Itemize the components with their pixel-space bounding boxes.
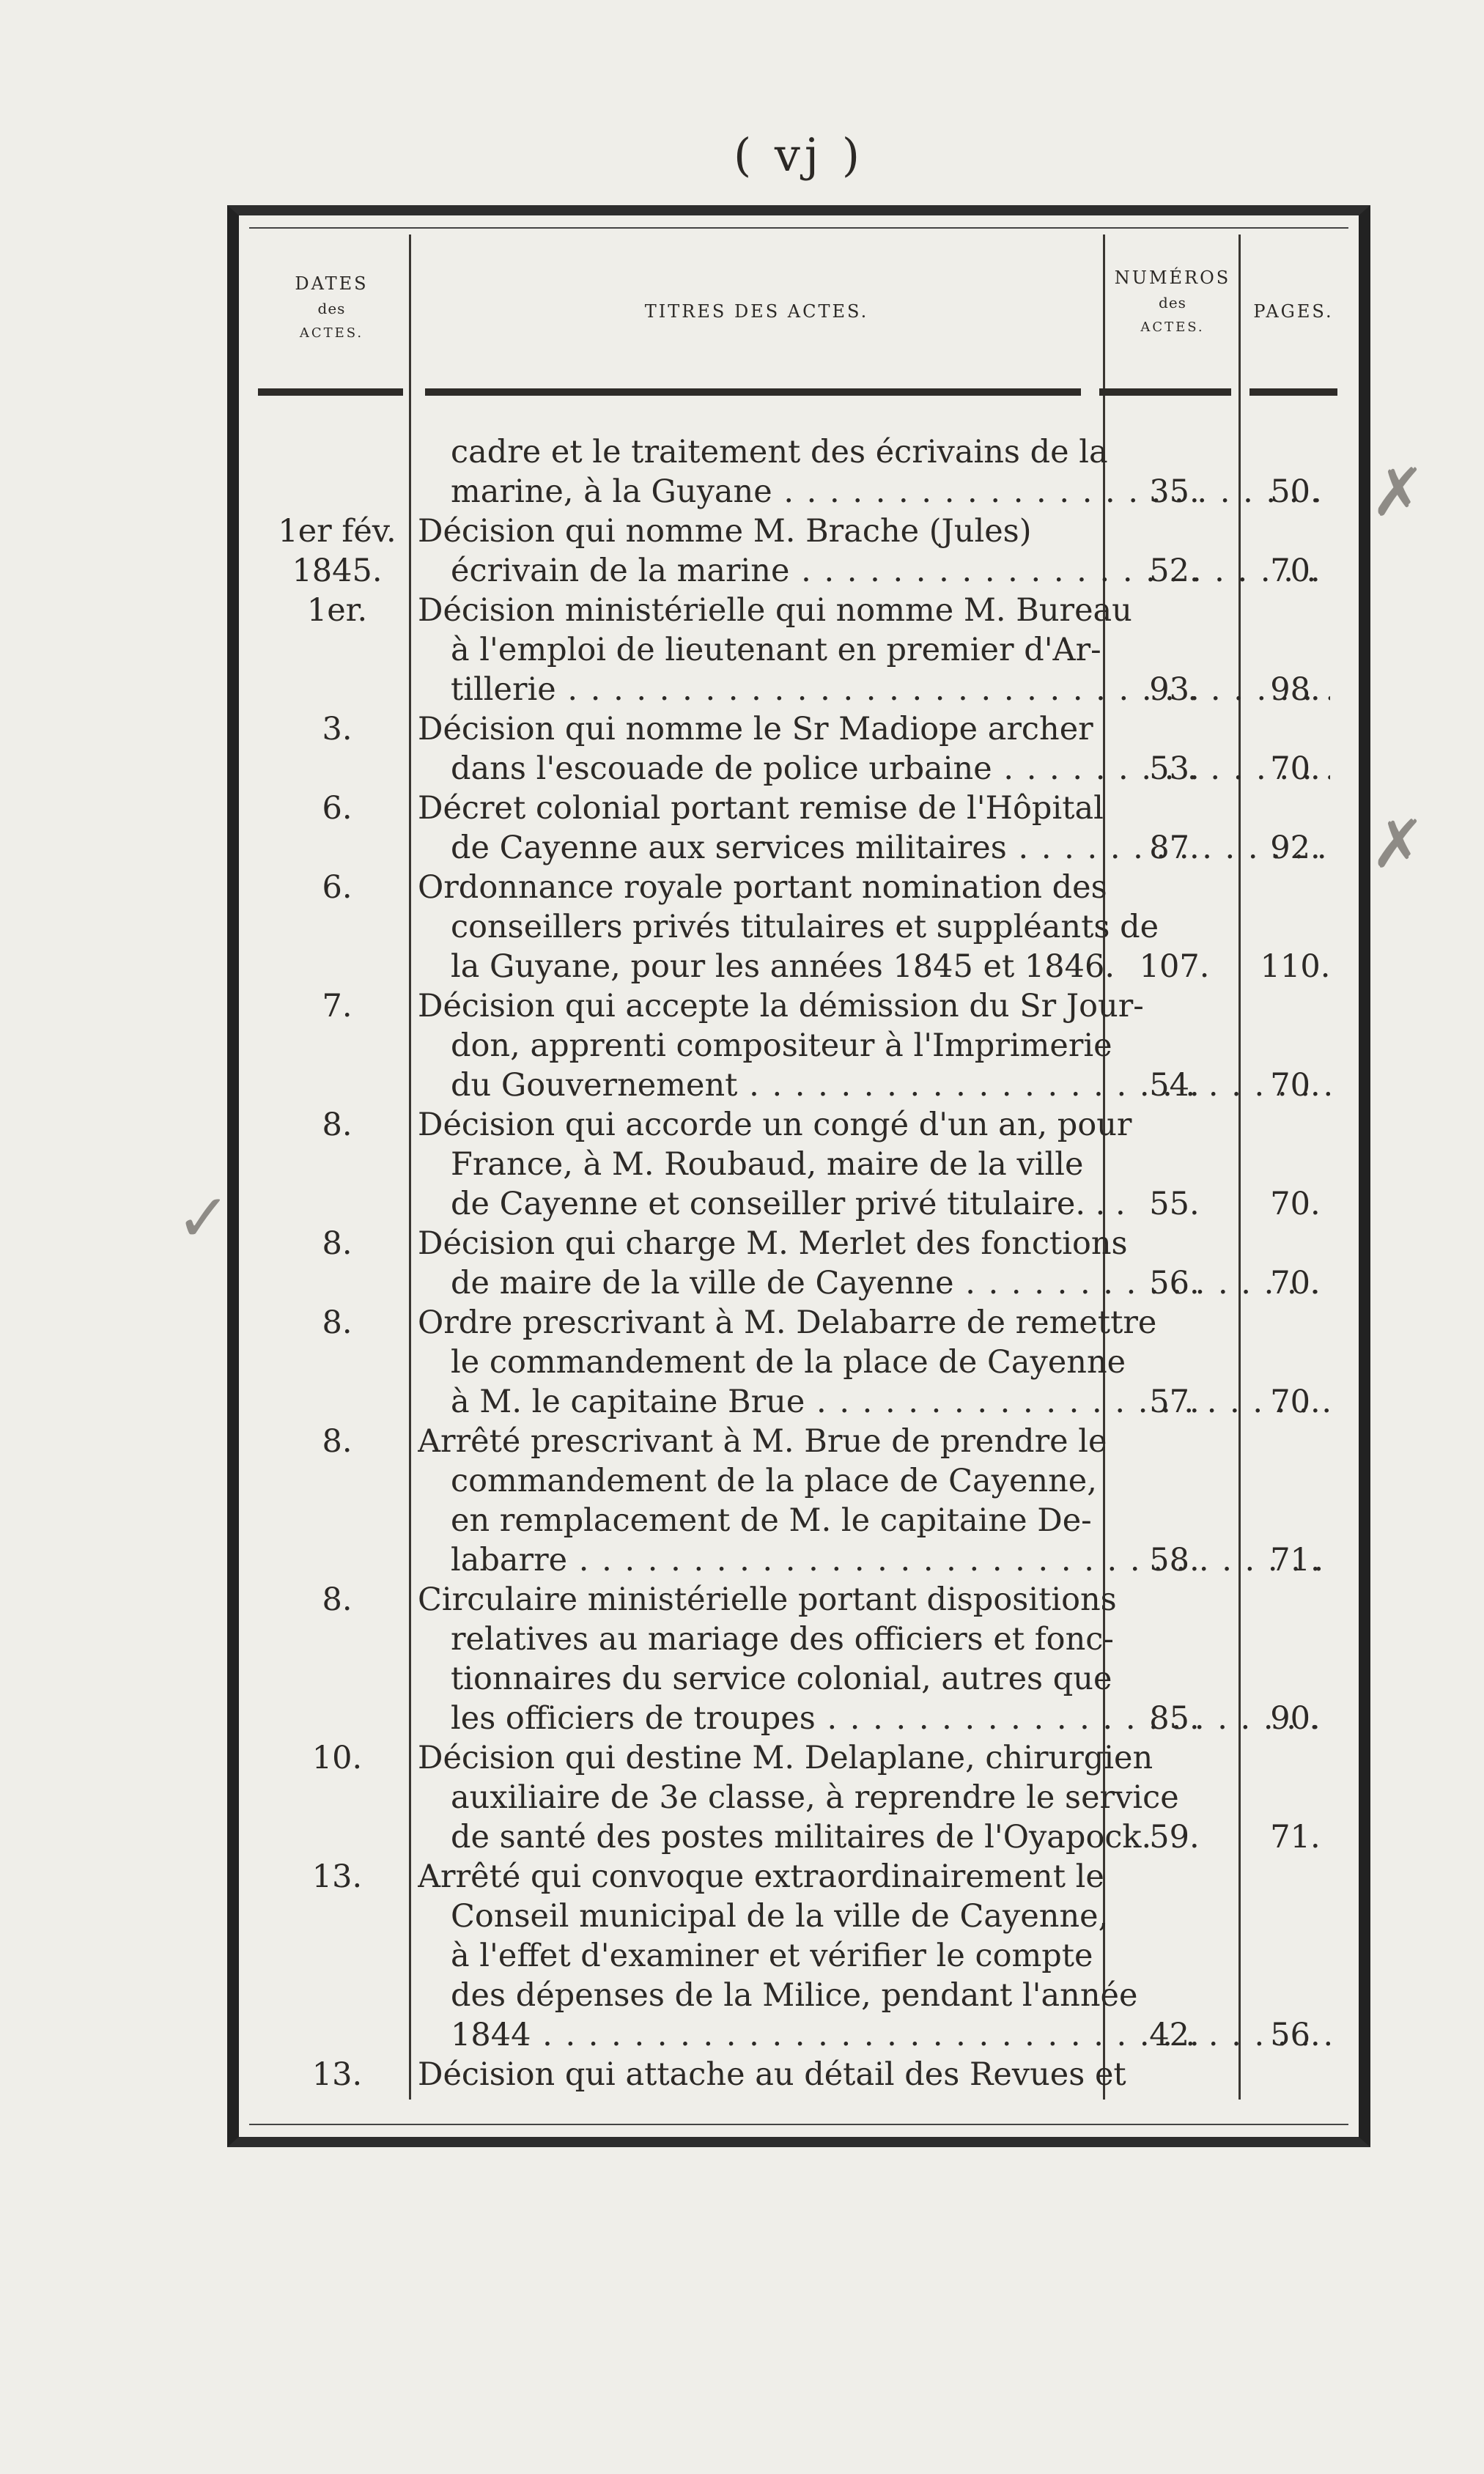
table-row	[249, 789, 1348, 828]
table-row	[249, 1066, 1348, 1105]
table-row	[249, 1976, 1348, 2015]
table-row	[249, 709, 1348, 749]
table-row	[249, 1184, 1348, 1224]
table-row	[249, 907, 1348, 947]
header-numeros	[1107, 265, 1238, 340]
header-dates	[256, 271, 407, 346]
table-row	[249, 1145, 1348, 1184]
header-rule-numeros	[1099, 388, 1231, 396]
act-title: Ordonnance royale portant nomination des	[418, 869, 1107, 906]
act-title: Décision qui destine M. Delaplane, chirurgien	[418, 1740, 1153, 1776]
act-title: 1844 . . .	[418, 2015, 1330, 2055]
act-date: 3.	[322, 711, 352, 747]
act-title: les officiers de troupes . . .	[418, 1699, 1330, 1738]
table-row	[249, 432, 1348, 472]
act-title: tillerie . . .	[418, 670, 1330, 709]
act-title: de maire de la ville de Cayenne . . .	[418, 1263, 1330, 1303]
act-date: 13.	[311, 2056, 363, 2093]
act-date: 10.	[311, 1740, 363, 1776]
act-title: labarre . . .	[418, 1540, 1330, 1580]
act-title: des dépenses de la Milice, pendant l'année	[451, 1977, 1138, 2014]
table-row	[249, 1817, 1348, 1857]
act-number: 85.	[1149, 1700, 1200, 1737]
table-row	[249, 2015, 1348, 2055]
act-number: 56.	[1149, 1265, 1200, 1301]
header-rule-titles	[425, 388, 1081, 396]
act-title: à l'emploi de lieutenant en premier d'Ar-	[451, 632, 1101, 668]
act-title: du Gouvernement . . .	[418, 1066, 1330, 1105]
act-date: 8.	[322, 1225, 352, 1262]
table-row	[249, 1263, 1348, 1303]
act-title: auxiliaire de 3e classe, à reprendre le service	[451, 1779, 1179, 1816]
act-title: Décision qui charge M. Merlet des fonctions	[418, 1225, 1128, 1262]
act-date: 8.	[322, 1304, 352, 1341]
table-row	[249, 1540, 1348, 1580]
act-title: Décret colonial portant remise de l'Hôpital	[418, 790, 1104, 827]
act-date: 1er fév.	[278, 513, 396, 550]
header-dates-actes: ACTES.	[299, 325, 364, 341]
table-row	[249, 1303, 1348, 1343]
act-title: Décision qui accepte la démission du Sr Jour-	[418, 988, 1144, 1024]
act-title: Décision qui nomme M. Brache (Jules)	[418, 513, 1032, 550]
act-date: 6.	[322, 790, 352, 827]
table-row	[249, 1897, 1348, 1936]
act-date: 6.	[322, 869, 352, 906]
act-number: 107.	[1139, 948, 1210, 985]
act-page: 92.	[1270, 830, 1321, 866]
act-page: 70.	[1270, 553, 1321, 589]
table-row	[249, 828, 1348, 868]
header-pages: PAGES.	[1253, 301, 1334, 322]
header-numeros-des: des	[1159, 294, 1186, 311]
act-title: le commandement de la place de Cayenne	[451, 1344, 1126, 1381]
table-row	[249, 1026, 1348, 1066]
table-row	[249, 1224, 1348, 1263]
table-row	[249, 472, 1348, 512]
table-row	[249, 1382, 1348, 1422]
act-date: 1845.	[292, 553, 383, 589]
table-row	[249, 1936, 1348, 1976]
act-page: 90.	[1270, 1700, 1321, 1737]
table-row	[249, 1778, 1348, 1817]
table-row	[249, 1738, 1348, 1778]
act-page: 110.	[1260, 948, 1331, 985]
act-number: 59.	[1149, 1819, 1200, 1856]
act-title: de santé des postes militaires de l'Oyapock.	[451, 1819, 1152, 1856]
act-title: en remplacement de M. le capitaine De-	[451, 1502, 1092, 1539]
act-number: 55.	[1149, 1186, 1200, 1222]
table-row	[249, 551, 1348, 591]
act-title: écrivain de la marine . . .	[418, 551, 1330, 591]
table-row	[249, 1501, 1348, 1540]
act-title: cadre et le traitement des écrivains de la	[451, 434, 1108, 470]
table-row	[249, 630, 1348, 670]
act-page: 71.	[1270, 1819, 1321, 1856]
pencil-check-mark: ✗	[1370, 454, 1426, 531]
act-title: à M. le capitaine Brue . . .	[418, 1382, 1330, 1422]
act-title: Décision ministérielle qui nomme M. Bureau	[418, 592, 1132, 629]
act-date: 1er.	[306, 592, 368, 629]
table-row	[249, 1343, 1348, 1382]
act-title: de Cayenne et conseiller privé titulaire. . .	[451, 1186, 1126, 1222]
table-row	[249, 1659, 1348, 1699]
act-title: la Guyane, pour les années 1845 et 1846.	[451, 948, 1115, 985]
act-page: 70.	[1270, 1265, 1321, 1301]
table-row	[249, 670, 1348, 709]
table-row	[249, 1857, 1348, 1897]
table-row	[249, 868, 1348, 907]
act-page: 50.	[1270, 473, 1321, 510]
act-number: 54.	[1149, 1067, 1200, 1104]
act-number: 93.	[1149, 671, 1200, 708]
act-date: 7.	[322, 988, 352, 1024]
table-row	[249, 591, 1348, 630]
header-numeros-label: NUMÉROS	[1114, 267, 1231, 288]
table-row	[249, 749, 1348, 789]
pencil-check-mark: ✗	[1370, 806, 1426, 883]
act-date: 8.	[322, 1423, 352, 1460]
act-title: don, apprenti compositeur à l'Imprimerie	[451, 1027, 1112, 1064]
act-title: relatives au mariage des officiers et fonc-	[451, 1621, 1114, 1658]
header-titles: TITRES DES ACTES.	[644, 301, 869, 322]
act-page: 70.	[1270, 1186, 1321, 1222]
table-row	[249, 1699, 1348, 1738]
table-row	[249, 1422, 1348, 1461]
act-title: France, à M. Roubaud, maire de la ville	[451, 1146, 1084, 1183]
act-title: de Cayenne aux services militaires . . .	[418, 828, 1330, 868]
act-title: Conseil municipal de la ville de Cayenne,	[451, 1898, 1109, 1935]
act-page: 70.	[1270, 1384, 1321, 1420]
act-page: 70.	[1270, 1067, 1321, 1104]
pencil-check-mark: ✓	[176, 1180, 232, 1257]
act-date: 8.	[322, 1581, 352, 1618]
table-row	[249, 512, 1348, 551]
act-title: à l'effet d'examiner et vérifier le compte	[451, 1938, 1093, 1974]
page-folio: ( vj )	[733, 128, 865, 182]
act-number: 58.	[1149, 1542, 1200, 1578]
act-number: 42.	[1149, 2017, 1200, 2053]
act-date: 8.	[322, 1107, 352, 1143]
act-title: Circulaire ministérielle portant dispositions	[418, 1581, 1117, 1618]
table-row	[249, 2055, 1348, 2094]
act-date: 13.	[311, 1858, 363, 1895]
act-number: 52.	[1149, 553, 1200, 589]
table-row	[249, 1620, 1348, 1659]
header-dates-des: des	[317, 300, 346, 317]
header-numeros-actes: ACTES.	[1140, 320, 1205, 335]
act-title: marine, à la Guyane . . .	[418, 472, 1330, 512]
act-number: 35.	[1149, 473, 1200, 510]
act-title: Arrêté qui convoque extraordinairement le	[418, 1858, 1104, 1895]
act-title: Décision qui attache au détail des Revues et	[418, 2056, 1126, 2093]
act-page: 70.	[1270, 750, 1321, 787]
act-page: 71.	[1270, 1542, 1321, 1578]
header-dates-label: DATES	[295, 273, 369, 294]
table-row	[249, 1461, 1348, 1501]
acts-list	[249, 432, 1348, 2094]
header-rule-dates	[258, 388, 403, 396]
table-row	[249, 1105, 1348, 1145]
table-row	[249, 1580, 1348, 1620]
act-title: Décision qui nomme le Sr Madiope archer	[418, 711, 1093, 747]
table-row	[249, 947, 1348, 986]
act-number: 57.	[1149, 1384, 1200, 1420]
act-page: 56.	[1270, 2017, 1321, 2053]
act-title: Décision qui accorde un congé d'un an, pour	[418, 1107, 1132, 1143]
act-page: 98.	[1270, 671, 1321, 708]
act-title: dans l'escouade de police urbaine . . .	[418, 749, 1330, 789]
act-number: 53.	[1149, 750, 1200, 787]
act-title: conseillers privés titulaires et suppléants de	[451, 909, 1159, 945]
table-row	[249, 986, 1348, 1026]
header-rule-pages	[1249, 388, 1337, 396]
act-title: Arrêté prescrivant à M. Brue de prendre le	[418, 1423, 1107, 1460]
act-number: 87.	[1149, 830, 1200, 866]
act-title: commandement de la place de Cayenne,	[451, 1463, 1097, 1499]
act-title: tionnaires du service colonial, autres que	[451, 1661, 1112, 1697]
act-title: Ordre prescrivant à M. Delabarre de remettre	[418, 1304, 1157, 1341]
